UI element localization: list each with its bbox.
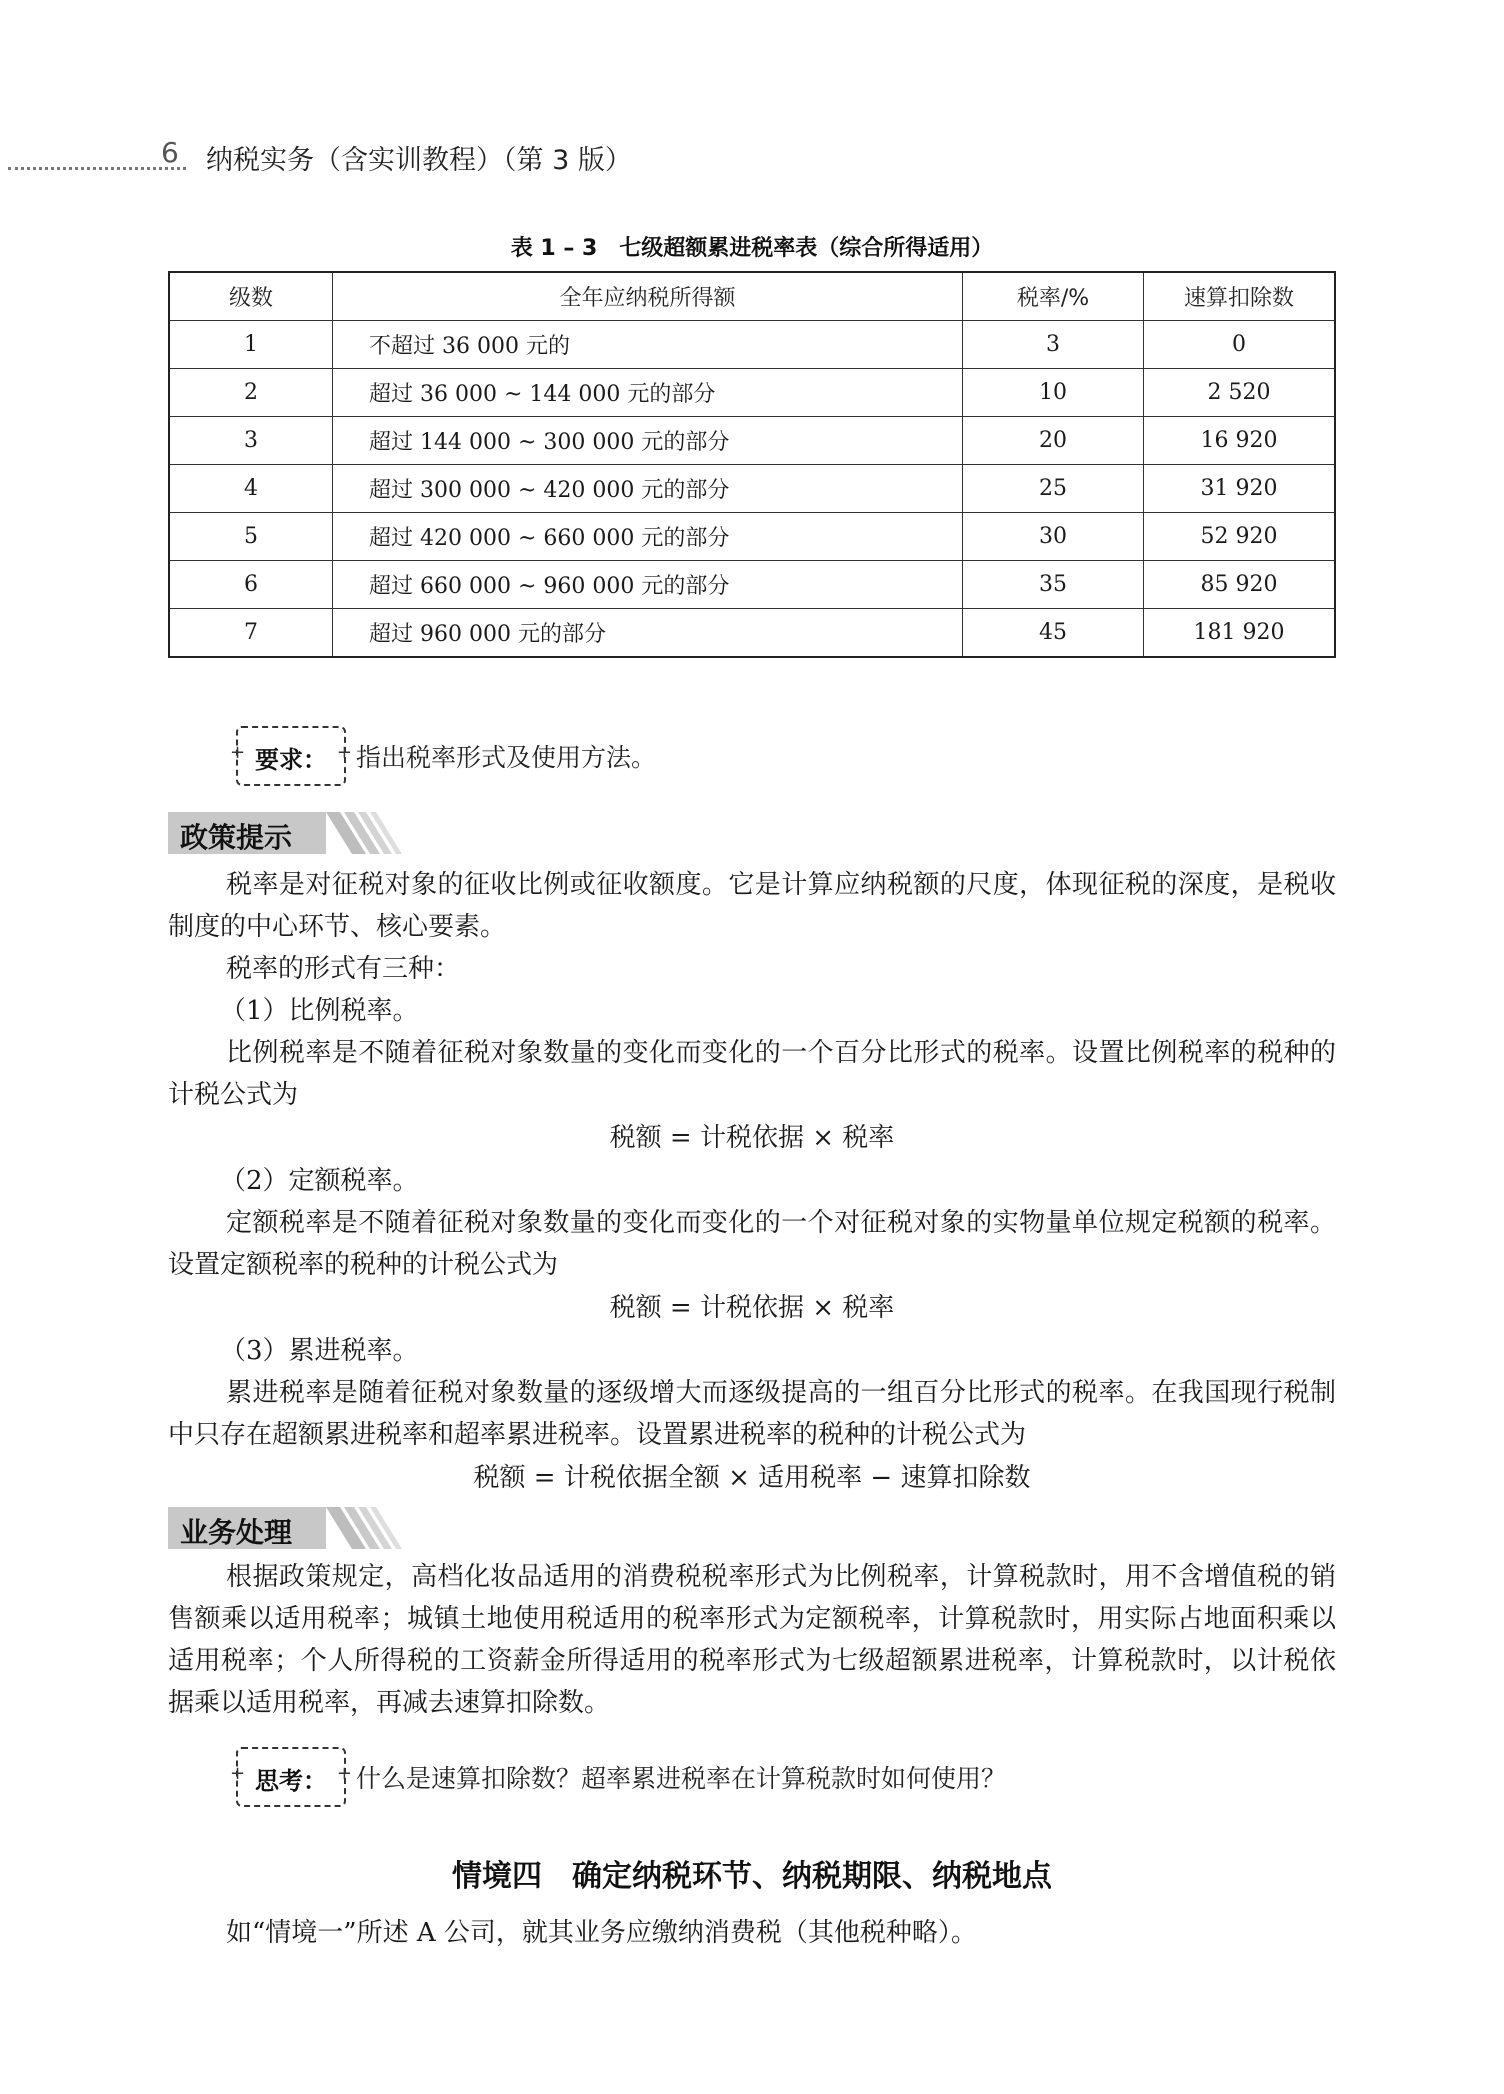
cell-deduction: 2 520	[1144, 369, 1336, 417]
cell-deduction: 16 920	[1144, 417, 1336, 465]
policy-paragraph-2: 税率的形式有三种：	[226, 954, 461, 984]
cell-level: 4	[169, 465, 333, 513]
cell-rate: 10	[963, 369, 1144, 417]
policy-item-1: （1）比例税率。	[220, 996, 419, 1026]
requirement-label: + 要求：	[255, 746, 327, 774]
cell-level: 5	[169, 513, 333, 561]
think-badge	[236, 1747, 346, 1807]
header-level: 级数	[169, 272, 333, 321]
formula-fixed: 税额 = 计税依据 × 税率	[609, 1293, 895, 1323]
tax-rate-table	[168, 271, 1336, 658]
table-row	[169, 321, 1335, 369]
cell-income-range: 超过 420 000 ~ 660 000 元的部分	[333, 513, 963, 561]
think-label: + 思考：	[255, 1767, 327, 1795]
cell-income-range: 超过 144 000 ~ 300 000 元的部分	[333, 417, 963, 465]
cell-level: 1	[169, 321, 333, 369]
business-title: 业务处理	[180, 1516, 293, 1549]
cell-level: 3	[169, 417, 333, 465]
policy-paragraph-4: 比例税率是不随着征税对象数量的变化而变化的一个百分比形式的税率。设置比例税率的税种的计税公式为	[168, 1038, 1336, 1110]
scenario-paragraph: 如“情境一”所述 A 公司，就其业务应缴纳消费税（其他税种略）。	[226, 1918, 977, 1948]
policy-banner	[168, 812, 408, 854]
header-deduction: 速算扣除数	[1144, 272, 1336, 321]
table-caption: 表 1 – 3 七级超额累进税率表（综合所得适用）	[510, 236, 994, 261]
cell-rate: 3	[963, 321, 1144, 369]
policy-paragraph-8: 累进税率是随着征税对象数量的逐级增大而逐级提高的一组百分比形式的税率。在我国现行税制中只存在超额累进税率和超率累进税率。设置累进税率的税种的计税公式为	[168, 1378, 1336, 1450]
running-header	[8, 136, 708, 176]
cell-level: 6	[169, 561, 333, 609]
cell-rate: 20	[963, 417, 1144, 465]
banner-stripes-icon	[326, 812, 406, 854]
cell-deduction: 0	[1144, 321, 1336, 369]
policy-paragraph-6: 定额税率是不随着征税对象数量的变化而变化的一个对征税对象的实物量单位规定税额的税率。设置定额税率的税种的计税公式为	[168, 1208, 1336, 1280]
requirement-badge	[236, 726, 346, 786]
table-row	[169, 609, 1335, 658]
business-paragraph: 根据政策规定，高档化妆品适用的消费税税率形式为比例税率，计算税款时，用不含增值税的销售额乘以适用税率；城镇土地使用税适用的税率形式为定额税率，计算税款时，用实际占地面积乘以适用税率；个人所得税的工资薪金所得适用的税率形式为七级超额累进税率，计算税款时，以计税依据乘以适用税率，再减去速算扣除数。	[168, 1562, 1336, 1718]
table-row	[169, 561, 1335, 609]
table-row	[169, 369, 1335, 417]
cell-deduction: 85 920	[1144, 561, 1336, 609]
table-row	[169, 417, 1335, 465]
table-header-row	[169, 272, 1335, 321]
banner-stripes-icon	[326, 1507, 406, 1549]
header-dotted-rule	[8, 167, 186, 170]
book-title: 纳税实务（含实训教程）（第 3 版）	[206, 145, 632, 176]
cell-income-range: 超过 300 000 ~ 420 000 元的部分	[333, 465, 963, 513]
formula-proportional: 税额 = 计税依据 × 税率	[609, 1123, 895, 1153]
policy-paragraph-1: 税率是对征税对象的征收比例或征收额度。它是计算应纳税额的尺度，体现征税的深度，是税收制度的中心环节、核心要素。	[168, 870, 1336, 942]
think-text: 什么是速算扣除数？超率累进税率在计算税款时如何使用？	[356, 1764, 1007, 1793]
cell-rate: 45	[963, 609, 1144, 658]
cell-level: 7	[169, 609, 333, 658]
cell-deduction: 31 920	[1144, 465, 1336, 513]
business-banner	[168, 1507, 408, 1549]
formula-progressive: 税额 = 计税依据全额 × 适用税率 − 速算扣除数	[473, 1463, 1031, 1493]
policy-title: 政策提示	[180, 821, 293, 854]
cell-income-range: 超过 660 000 ~ 960 000 元的部分	[333, 561, 963, 609]
requirement-text: 指出税率形式及使用方法。	[356, 743, 657, 772]
cell-deduction: 52 920	[1144, 513, 1336, 561]
cell-income-range: 不超过 36 000 元的	[333, 321, 963, 369]
cell-deduction: 181 920	[1144, 609, 1336, 658]
cell-income-range: 超过 36 000 ~ 144 000 元的部分	[333, 369, 963, 417]
cell-income-range: 超过 960 000 元的部分	[333, 609, 963, 658]
cell-level: 2	[169, 369, 333, 417]
table-row	[169, 513, 1335, 561]
header-rate: 税率/%	[963, 272, 1144, 321]
cell-rate: 25	[963, 465, 1144, 513]
header-income-range: 全年应纳税所得额	[333, 272, 963, 321]
scenario-heading: 情境四 确定纳税环节、纳税期限、纳税地点	[452, 1859, 1052, 1894]
cell-rate: 30	[963, 513, 1144, 561]
page-number: 6	[161, 136, 179, 169]
cell-rate: 35	[963, 561, 1144, 609]
policy-item-3: （3）累进税率。	[220, 1336, 419, 1366]
policy-item-2: （2）定额税率。	[220, 1166, 419, 1196]
table-row	[169, 465, 1335, 513]
